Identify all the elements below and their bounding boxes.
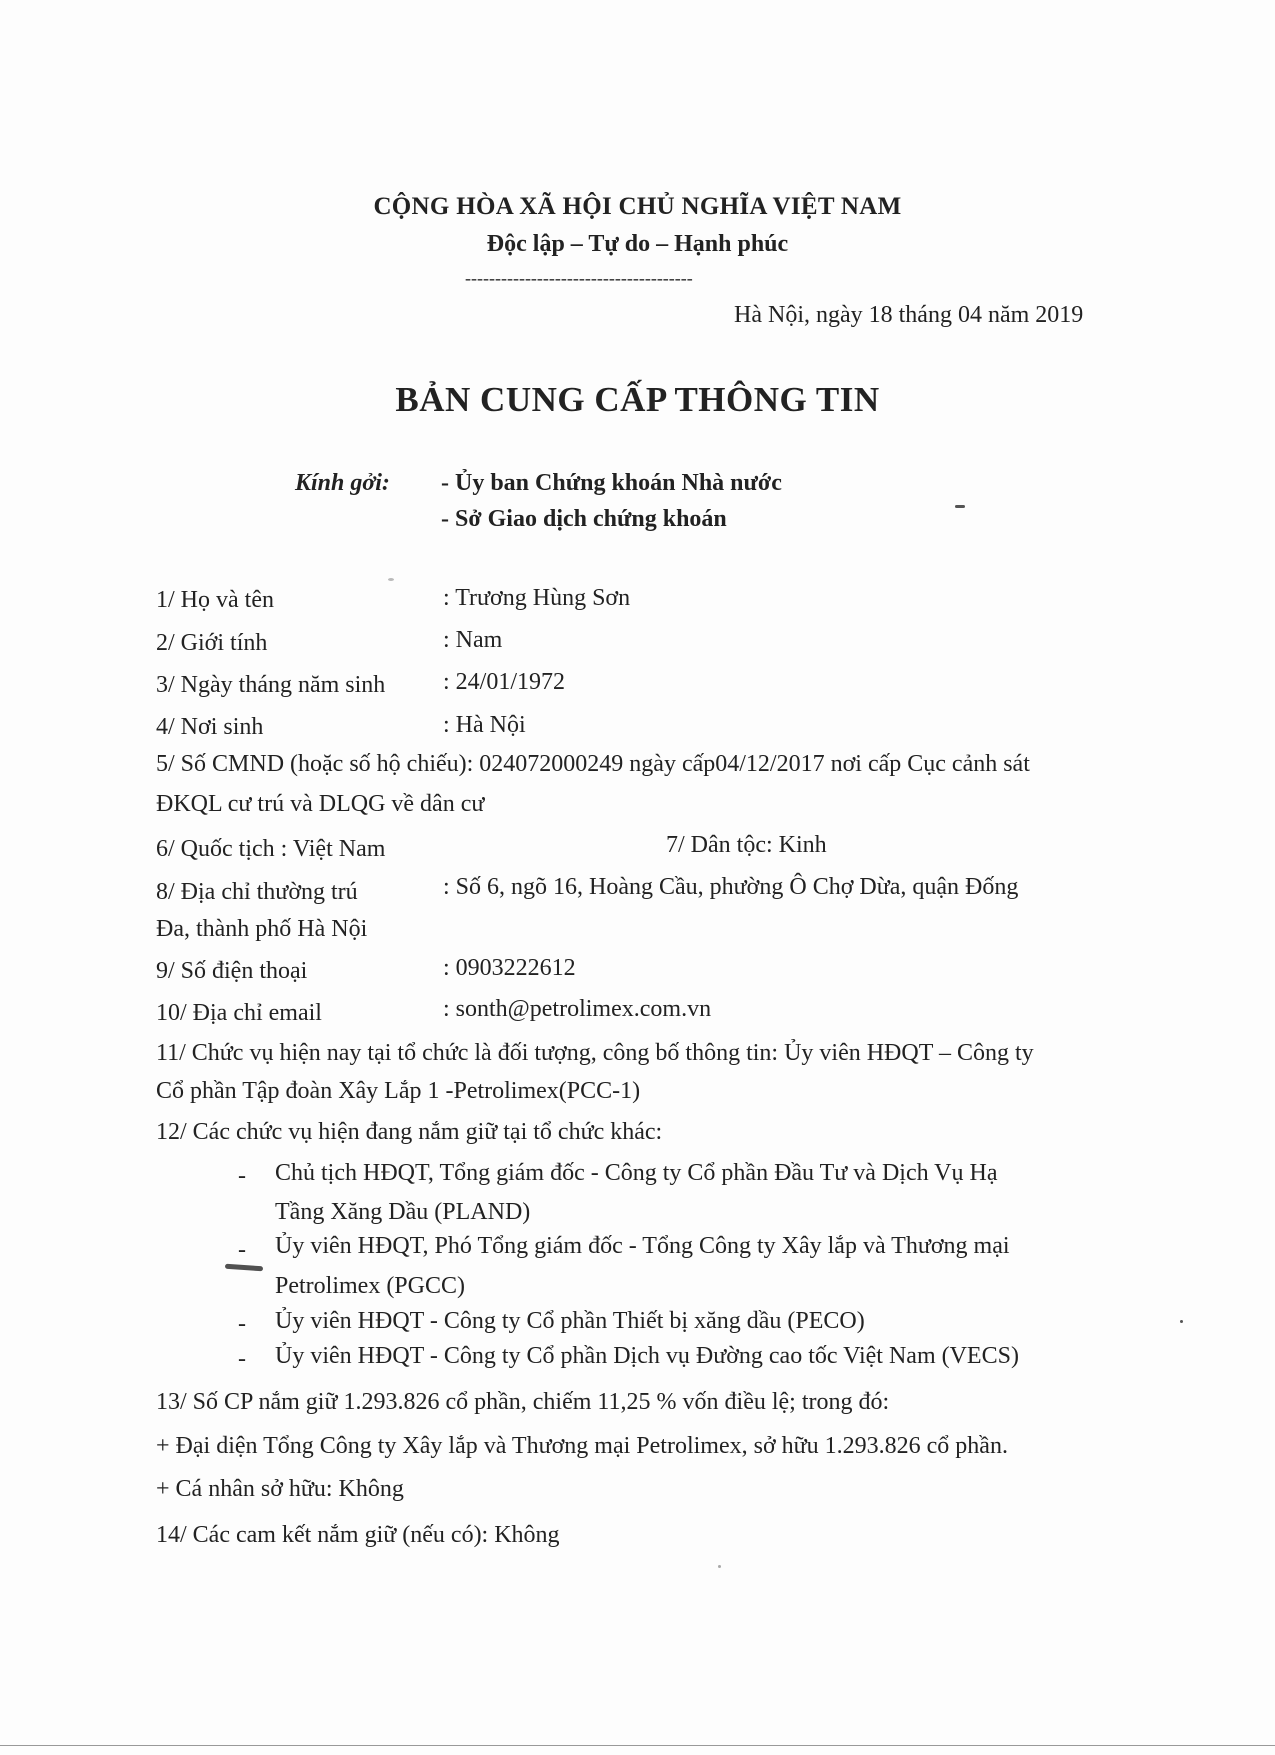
field-4-label: 4/ Nơi sinh [156,714,264,740]
field-13-line-2: + Đại diện Tổng Công ty Xây lắp và Thương mại Petrolimex, sở hữu 1.293.826 cổ phần. [156,1433,1008,1459]
field-5-line-1: 5/ Số CMND (hoặc số hộ chiếu): 024072000249 ngày cấp04/12/2017 nơi cấp Cục cảnh sát [156,751,1030,777]
field-10-value: : sonth@petrolimex.com.vn [443,996,712,1022]
field-7: 7/ Dân tộc: Kinh [666,832,827,858]
field-14: 14/ Các cam kết nắm giữ (nếu có): Không [156,1522,560,1548]
field-2-label: 2/ Giới tính [156,630,268,656]
recipient-1: - Ủy ban Chứng khoán Nhà nước [441,470,782,496]
scan-edge-line [0,1745,1275,1746]
field-6: 6/ Quốc tịch : Việt Nam [156,836,386,862]
field-1-label: 1/ Họ và tên [156,587,274,613]
field-9-label: 9/ Số điện thoại [156,958,308,984]
field-11-line-1: 11/ Chức vụ hiện nay tại tổ chức là đối tượng, công bố thông tin: Ủy viên HĐQT – Công ty [156,1040,1034,1066]
field-13-line-3: + Cá nhân sở hữu: Không [156,1476,404,1502]
scan-speck [1180,1320,1183,1323]
position-4-line-1: Ủy viên HĐQT - Công ty Cổ phần Dịch vụ Đường cao tốc Việt Nam (VECS) [275,1343,1019,1369]
position-2-line-2: Petrolimex (PGCC) [275,1273,465,1299]
field-12-label: 12/ Các chức vụ hiện đang nắm giữ tại tổ chức khác: [156,1119,663,1145]
scan-speck [955,505,965,508]
ink-mark [225,1264,263,1272]
field-5-line-2: ĐKQL cư trú và DLQG về dân cư [156,791,485,817]
position-1-line-1: Chủ tịch HĐQT, Tổng giám đốc - Công ty Cổ phần Đầu Tư và Dịch Vụ Hạ [275,1160,998,1186]
position-2-line-1: Ủy viên HĐQT, Phó Tổng giám đốc - Tổng Công ty Xây lắp và Thương mại [275,1233,1010,1259]
recipient-2: - Sở Giao dịch chứng khoán [441,506,727,532]
bullet-4: - [238,1346,246,1372]
field-3-label: 3/ Ngày tháng năm sinh [156,672,386,698]
position-1-line-2: Tầng Xăng Dầu (PLAND) [275,1199,531,1225]
header-divider: -------------------------------------- [465,268,693,288]
bullet-3: - [238,1311,246,1337]
scan-speck [718,1565,721,1568]
country-heading: CỘNG HÒA XÃ HỘI CHỦ NGHĨA VIỆT NAM [373,193,902,220]
field-9-value: : 0903222612 [443,955,576,981]
field-2-value: : Nam [443,627,503,653]
bullet-1: - [238,1163,246,1189]
motto-heading: Độc lập – Tự do – Hạnh phúc [486,231,789,257]
field-10-label: 10/ Địa chỉ email [156,1000,322,1026]
field-8-line-2: Đa, thành phố Hà Nội [156,916,368,942]
field-4-value: : Hà Nội [443,712,526,738]
field-1-value: : Trương Hùng Sơn [443,585,631,611]
field-3-value: : 24/01/1972 [443,669,566,695]
scan-speck [388,578,394,581]
document-title: BẢN CUNG CẤP THÔNG TIN [395,380,880,419]
recipients-label: Kính gởi: [295,470,390,496]
field-11-line-2: Cổ phần Tập đoàn Xây Lắp 1 -Petrolimex(PCC-1) [156,1078,641,1104]
bullet-2: - [238,1237,246,1263]
position-3-line-1: Ủy viên HĐQT - Công ty Cổ phần Thiết bị xăng dầu (PECO) [275,1308,865,1334]
place-date: Hà Nội, ngày 18 tháng 04 năm 2019 [734,302,1084,328]
field-13-line-1: 13/ Số CP nắm giữ 1.293.826 cổ phần, chiếm 11,25 % vốn điều lệ; trong đó: [156,1389,890,1415]
field-8-value: : Số 6, ngõ 16, Hoàng Cầu, phường Ô Chợ Dừa, quận Đống [443,874,1019,900]
field-8-label: 8/ Địa chỉ thường trú [156,879,358,905]
